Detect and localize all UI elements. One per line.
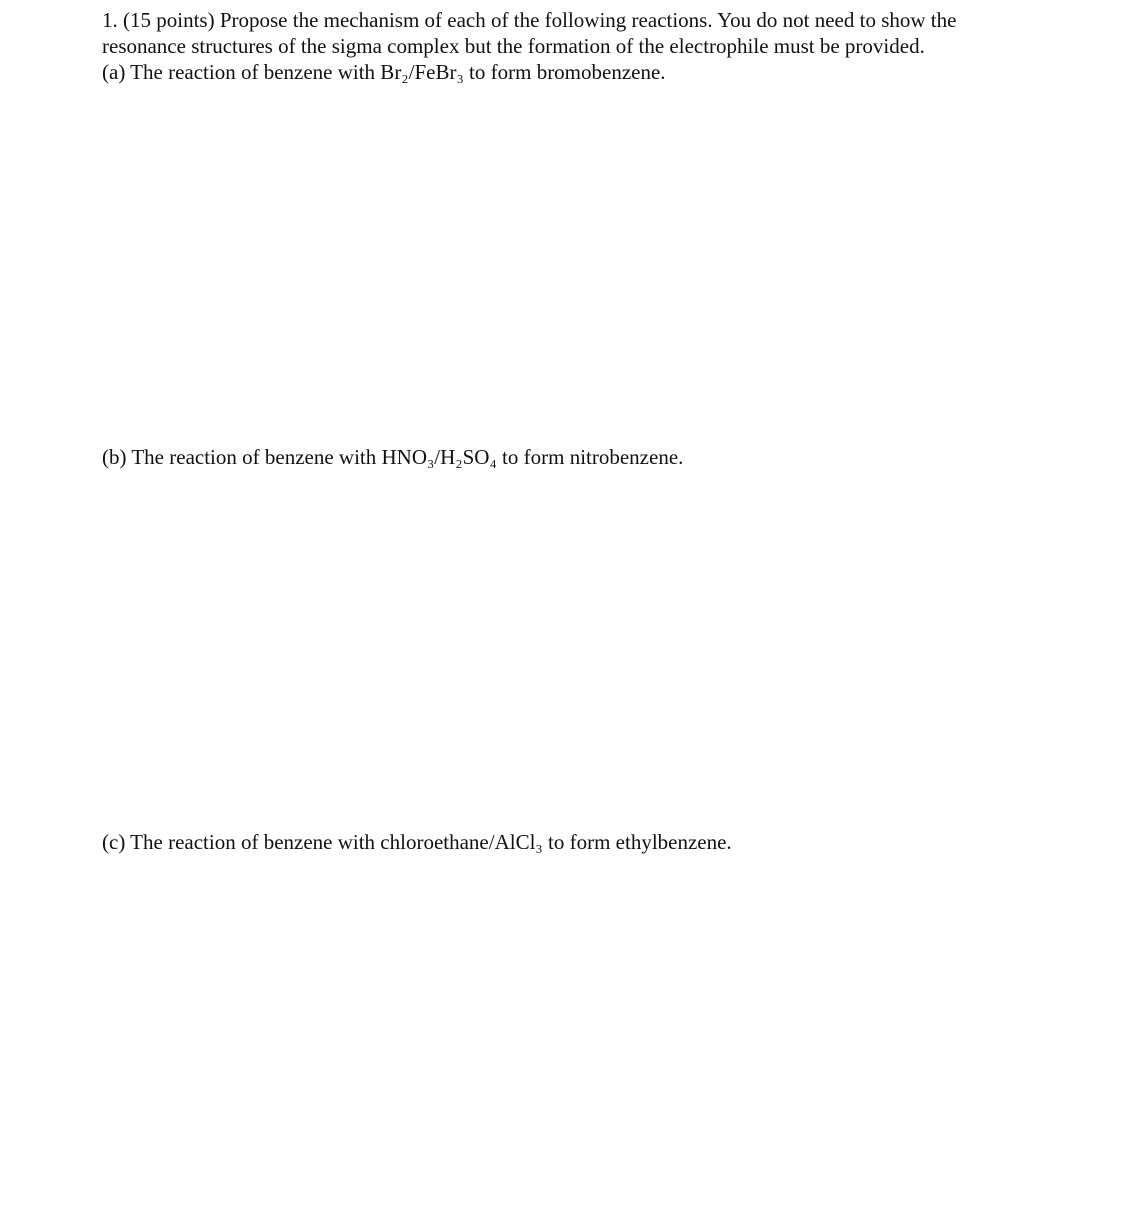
question-part-c-block: [102, 829, 732, 855]
question-part-b: (b) The reaction of benzene with HNO₃/H₂SO₄ to form nitrobenzene.: [102, 445, 684, 469]
question-part-a: (a) The reaction of benzene with Br₂/FeBr₃ to form bromobenzene.: [102, 60, 666, 84]
question-part-c: (c) The reaction of benzene with chloroethane/AlCl₃ to form ethylbenzene.: [102, 830, 732, 854]
question-header: [102, 7, 956, 85]
question-intro-line-1: 1. (15 points) Propose the mechanism of each of the following reactions. You do not need to show the: [102, 8, 957, 32]
question-part-b-block: [102, 444, 683, 470]
question-intro-line-2: resonance structures of the sigma complex but the formation of the electrophile must be provided.: [102, 34, 925, 58]
